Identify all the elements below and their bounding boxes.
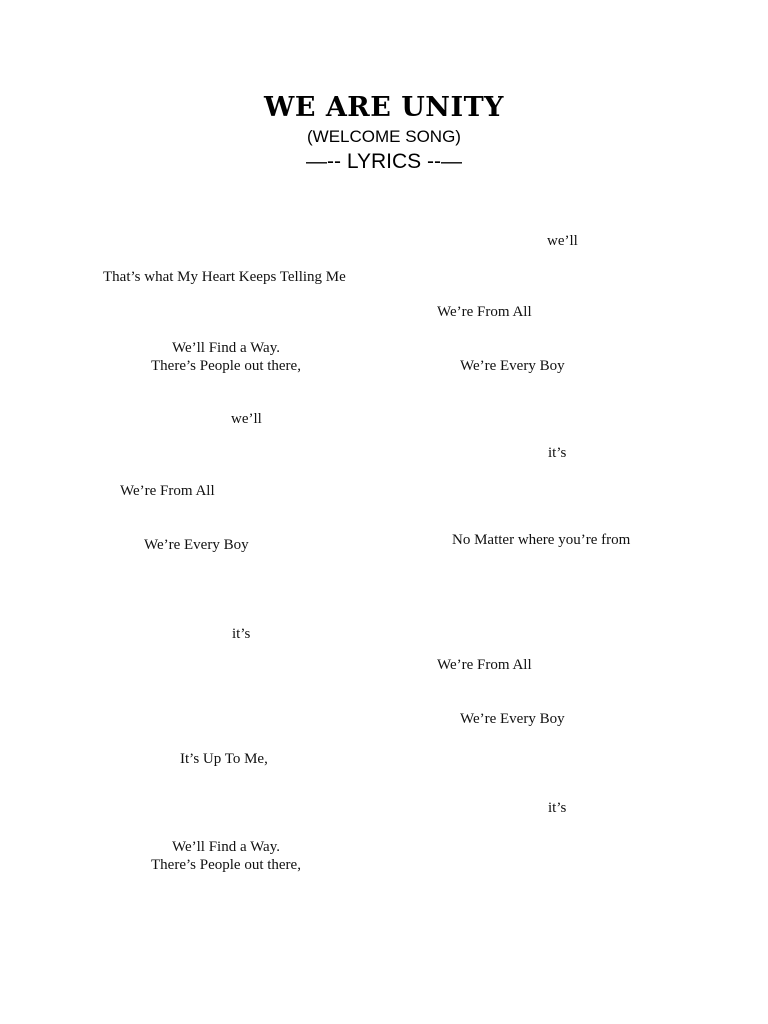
lyric-line: It’s Up To Me, — [180, 751, 268, 767]
lyric-line: No Matter where you’re from — [452, 532, 631, 548]
lyric-line: We’re From All — [437, 657, 532, 673]
lyric-line: it’s — [232, 626, 251, 642]
song-subtitle: (WELCOME SONG) — [307, 127, 461, 146]
lyric-line: it’s — [548, 445, 567, 461]
lyric-line: We’re Every Boy — [144, 537, 249, 553]
lyric-line: we’ll — [231, 411, 262, 427]
lyric-line: We’ll Find a Way. — [172, 340, 280, 356]
lyric-line: it’s — [548, 800, 567, 816]
lyric-line: We’re Every Boy — [460, 358, 565, 374]
lyric-line: We’ll Find a Way. — [172, 839, 280, 855]
lyric-line: There’s People out there, — [151, 358, 301, 374]
song-title: WE ARE UNITY — [264, 92, 504, 123]
lyric-line: That’s what My Heart Keeps Telling Me — [103, 269, 346, 285]
lyric-line: We’re Every Boy — [460, 711, 565, 727]
lyric-line: We’re From All — [437, 304, 532, 320]
lyric-line: we’ll — [547, 233, 578, 249]
lyrics-heading: —-- LYRICS --— — [306, 150, 462, 173]
lyric-line: There’s People out there, — [151, 857, 301, 873]
lyric-line: We’re From All — [120, 483, 215, 499]
